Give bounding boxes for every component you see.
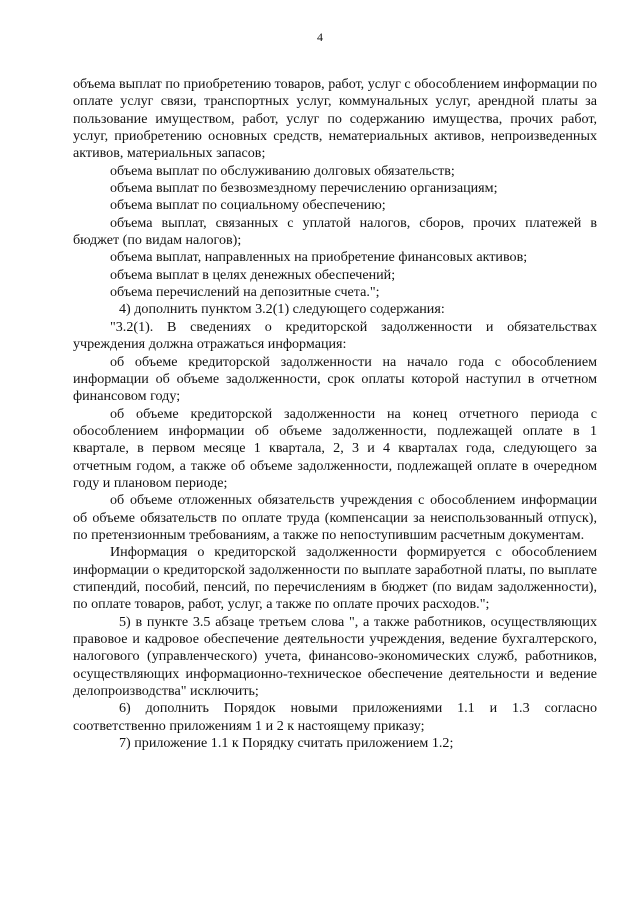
paragraph: объема выплат в целях денежных обеспечений; [110, 266, 396, 283]
paragraph: Информация о кредиторской задолженности формируется с обособлением информации о кредиторской задолженности по выплате заработной платы, по выплате стипендий, пособий, пенсий, по перечислениям в бюджет (по видам задолженности), по оплате товаров, работ, услуг, а также по оплате прочих расходов."; [73, 544, 597, 613]
paragraph: объема выплат по социальному обеспечению; [110, 197, 386, 214]
paragraph: об объеме кредиторской задолженности на конец отчетного периода с обособлением информации об объеме задолженности, подлежащей оплате в 1 квартале, в первом месяце 1 квартала, 2, 3 и 4 кварталах года, следующего за отчетным годом, а также об объеме задолженности, подлежащей оплате в очередном году и плановом периоде; [73, 405, 597, 491]
document-body [73, 76, 597, 752]
paragraph: 7) приложение 1.1 к Порядку считать приложением 1.2; [119, 735, 454, 752]
paragraph: об объеме кредиторской задолженности на начало года с обособлением информации об объеме задолженности, срок оплаты которой наступил в отчетном финансовом году; [73, 353, 597, 405]
paragraph: объема выплат по безвозмездному перечислению организациям; [110, 180, 498, 197]
page-number: 4 [317, 30, 323, 44]
paragraph: об объеме отложенных обязательств учреждения с обособлением информации об объеме обязательств по оплате труда (компенсации за неиспользованный отпуск), по претензионным требованиям, а также по непоступившим расчетным документам. [73, 492, 597, 543]
paragraph: 6) дополнить Порядок новыми приложениями 1.1 и 1.3 согласно соответственно приложениям 1 и 2 к настоящему приказу; [73, 700, 597, 734]
paragraph: объема перечислений на депозитные счета."; [110, 284, 380, 301]
paragraph: объема выплат, связанных с уплатой налогов, сборов, прочих платежей в бюджет (по видам налогов); [73, 214, 597, 249]
paragraph: 4) дополнить пунктом 3.2(1) следующего содержания: [119, 301, 445, 318]
paragraph: "3.2(1). В сведениях о кредиторской задолженности и обязательствах учреждения должна отражаться информация: [73, 318, 597, 353]
paragraph: объема выплат по обслуживанию долговых обязательств; [110, 162, 455, 179]
paragraph: объема выплат по приобретению товаров, работ, услуг с обособлением информации по оплате услуг связи, транспортных услуг, коммунальных услуг, арендной платы за пользование имуществом, работ, услуг по содержанию имущества, прочих работ, услуг, приобретению основных средств, нематериальных активов, непроизведенных активов, материальных запасов; [73, 76, 597, 162]
paragraph: объема выплат, направленных на приобретение финансовых активов; [110, 249, 528, 266]
paragraph: 5) в пункте 3.5 абзаце третьем слова ", а также работников, осуществляющих правовое и кадровое обеспечение деятельности учреждения, ведение бухгалтерского, налогового (управленческого) учета, финансово-экономических служб, работников, осуществляющих информационно-техническое обеспечение деятельности и ведение делопроизводства" исключить; [73, 613, 597, 700]
